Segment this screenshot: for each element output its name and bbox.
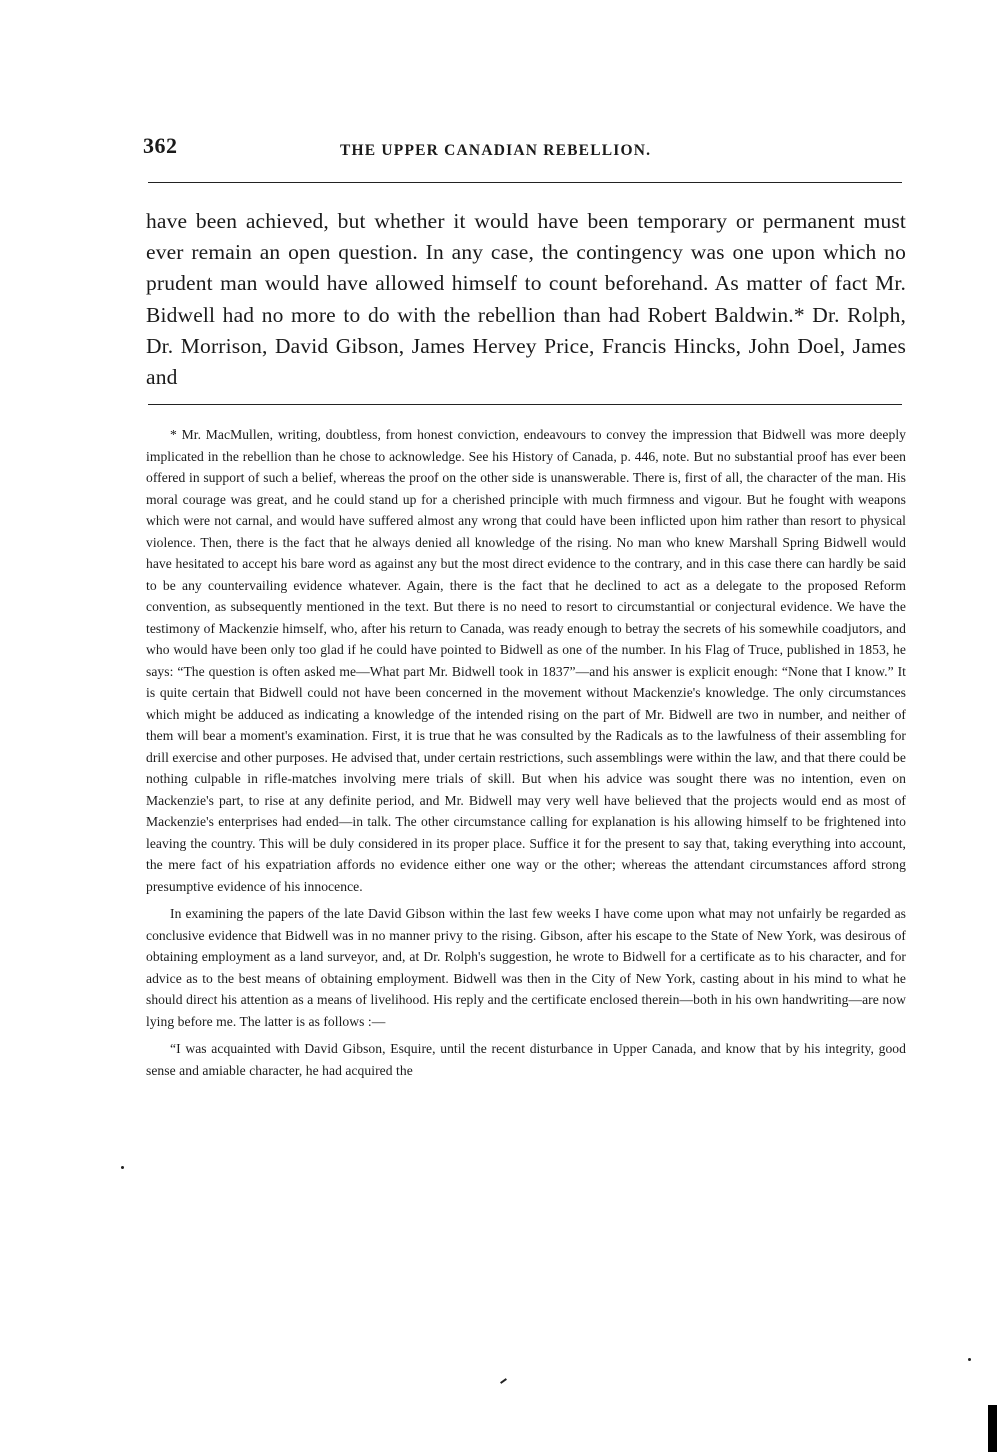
body-paragraph: have been achieved, but whether it would have been temporary or permanent must ever remain an open question. In any case, the contingency was one upon which no prudent man would have allowed himself to count beforehand. As matter of fact Mr. Bidwell had no more to do with the rebellion than had Robert Baldwin.* Dr. Rolph, Dr. Morrison, David Gibson, James Hervey Price, Francis Hincks, John Doel, James and <box>146 209 906 390</box>
scan-edge-bar <box>988 1405 997 1452</box>
footnote-rule <box>148 404 902 405</box>
footnote-paragraph-2: In examining the papers of the late David Gibson within the last few weeks I have come upon what may not unfairly be regarded as conclusive evidence that Bidwell was in no manner privy to the rising. Gibson, after his escape to the State of New York, was desirous of obtaining employment as a land surveyor, and, at Dr. Rolph's suggestion, he wrote to Bidwell for a certificate as to his character, and for advice as to the best means of obtaining employment. Bidwell was then in the City of New York, casting about in his mind to what he should direct his attention as a means of livelihood. His reply and the certificate enclosed therein—both in his own handwriting—are now lying before me. The latter is as follows :— <box>146 906 906 1029</box>
page-number: 362 <box>143 133 178 158</box>
bottom-mark <box>500 1378 507 1384</box>
header-rule <box>148 182 902 183</box>
footnote-block <box>146 424 906 1087</box>
margin-speck <box>968 1358 971 1361</box>
running-title: THE UPPER CANADIAN REBELLION. <box>340 142 652 159</box>
footnote-paragraph-3: “I was acquainted with David Gibson, Esquire, until the recent disturbance in Upper Canada, and know that by his integrity, good sense and amiable character, he had acquired the <box>146 1041 906 1078</box>
margin-speck <box>121 1166 124 1169</box>
footnote-paragraph-1: * Mr. MacMullen, writing, doubtless, from honest conviction, endeavours to convey the impression that Bidwell was more deeply implicated in the rebellion than he chose to acknowledge. See his History of Canada, p. 446, note. But no substantial proof has ever been offered in support of such a belief, whereas the proof on the other side is unanswerable. There is, first of all, the character of the man. His moral courage was great, and he could stand up for a cherished principle with much firmness and vigour. But he fought with weapons which were not carnal, and would have suffered almost any wrong that could have been inflicted upon him rather than resort to physical violence. Then, there is the fact that he always denied all knowledge of the rising. No man who knew Marshall Spring Bidwell would have hesitated to accept his bare word as against any but the most direct evidence to the contrary, and in this case there can hardly be said to be any countervailing evidence whatever. Again, there is the fact that he declined to act as a delegate to the proposed Reform convention, as subsequently mentioned in the text. But there is no need to resort to circumstantial or conjectural evidence. We have the testimony of Mackenzie himself, who, after his return to Canada, was ready enough to betray the secrets of his somewhile coadjutors, and who would have been only too glad if he could have pointed to Bidwell as one of the number. In his Flag of Truce, published in 1853, he says: “The question is often asked me—What part Mr. Bidwell took in 1837”—and his answer is explicit enough: “None that I know.” It is quite certain that Bidwell could not have been concerned in the movement without Mackenzie's knowledge. The only circumstances which might be adduced as indicating a knowledge of the intended rising on the part of Mr. Bidwell are two in number, and neither of them will bear a moment's examination. First, it is true that he was consulted by the Radicals as to the lawfulness of their assembling for drill exercise and other purposes. He advised that, under certain restrictions, such assemblings were within the law, and that there could be nothing culpable in rifle-matches involving mere trials of skill. But when his advice was sought there was no intention, even on Mackenzie's part, to rise at any definite period, and Mr. Bidwell may very well have believed that the projects would end as most of Mackenzie's enterprises had ended—in talk. The other circumstance calling for explanation is his allowing himself to be frightened into leaving the country. This will be duly considered in its proper place. Suffice it for the present to say that, taking everything into account, the mere fact of his expatriation affords no evidence either one way or the other; whereas the attendant circumstances afford strong presumptive evidence of his innocence. <box>146 427 906 894</box>
